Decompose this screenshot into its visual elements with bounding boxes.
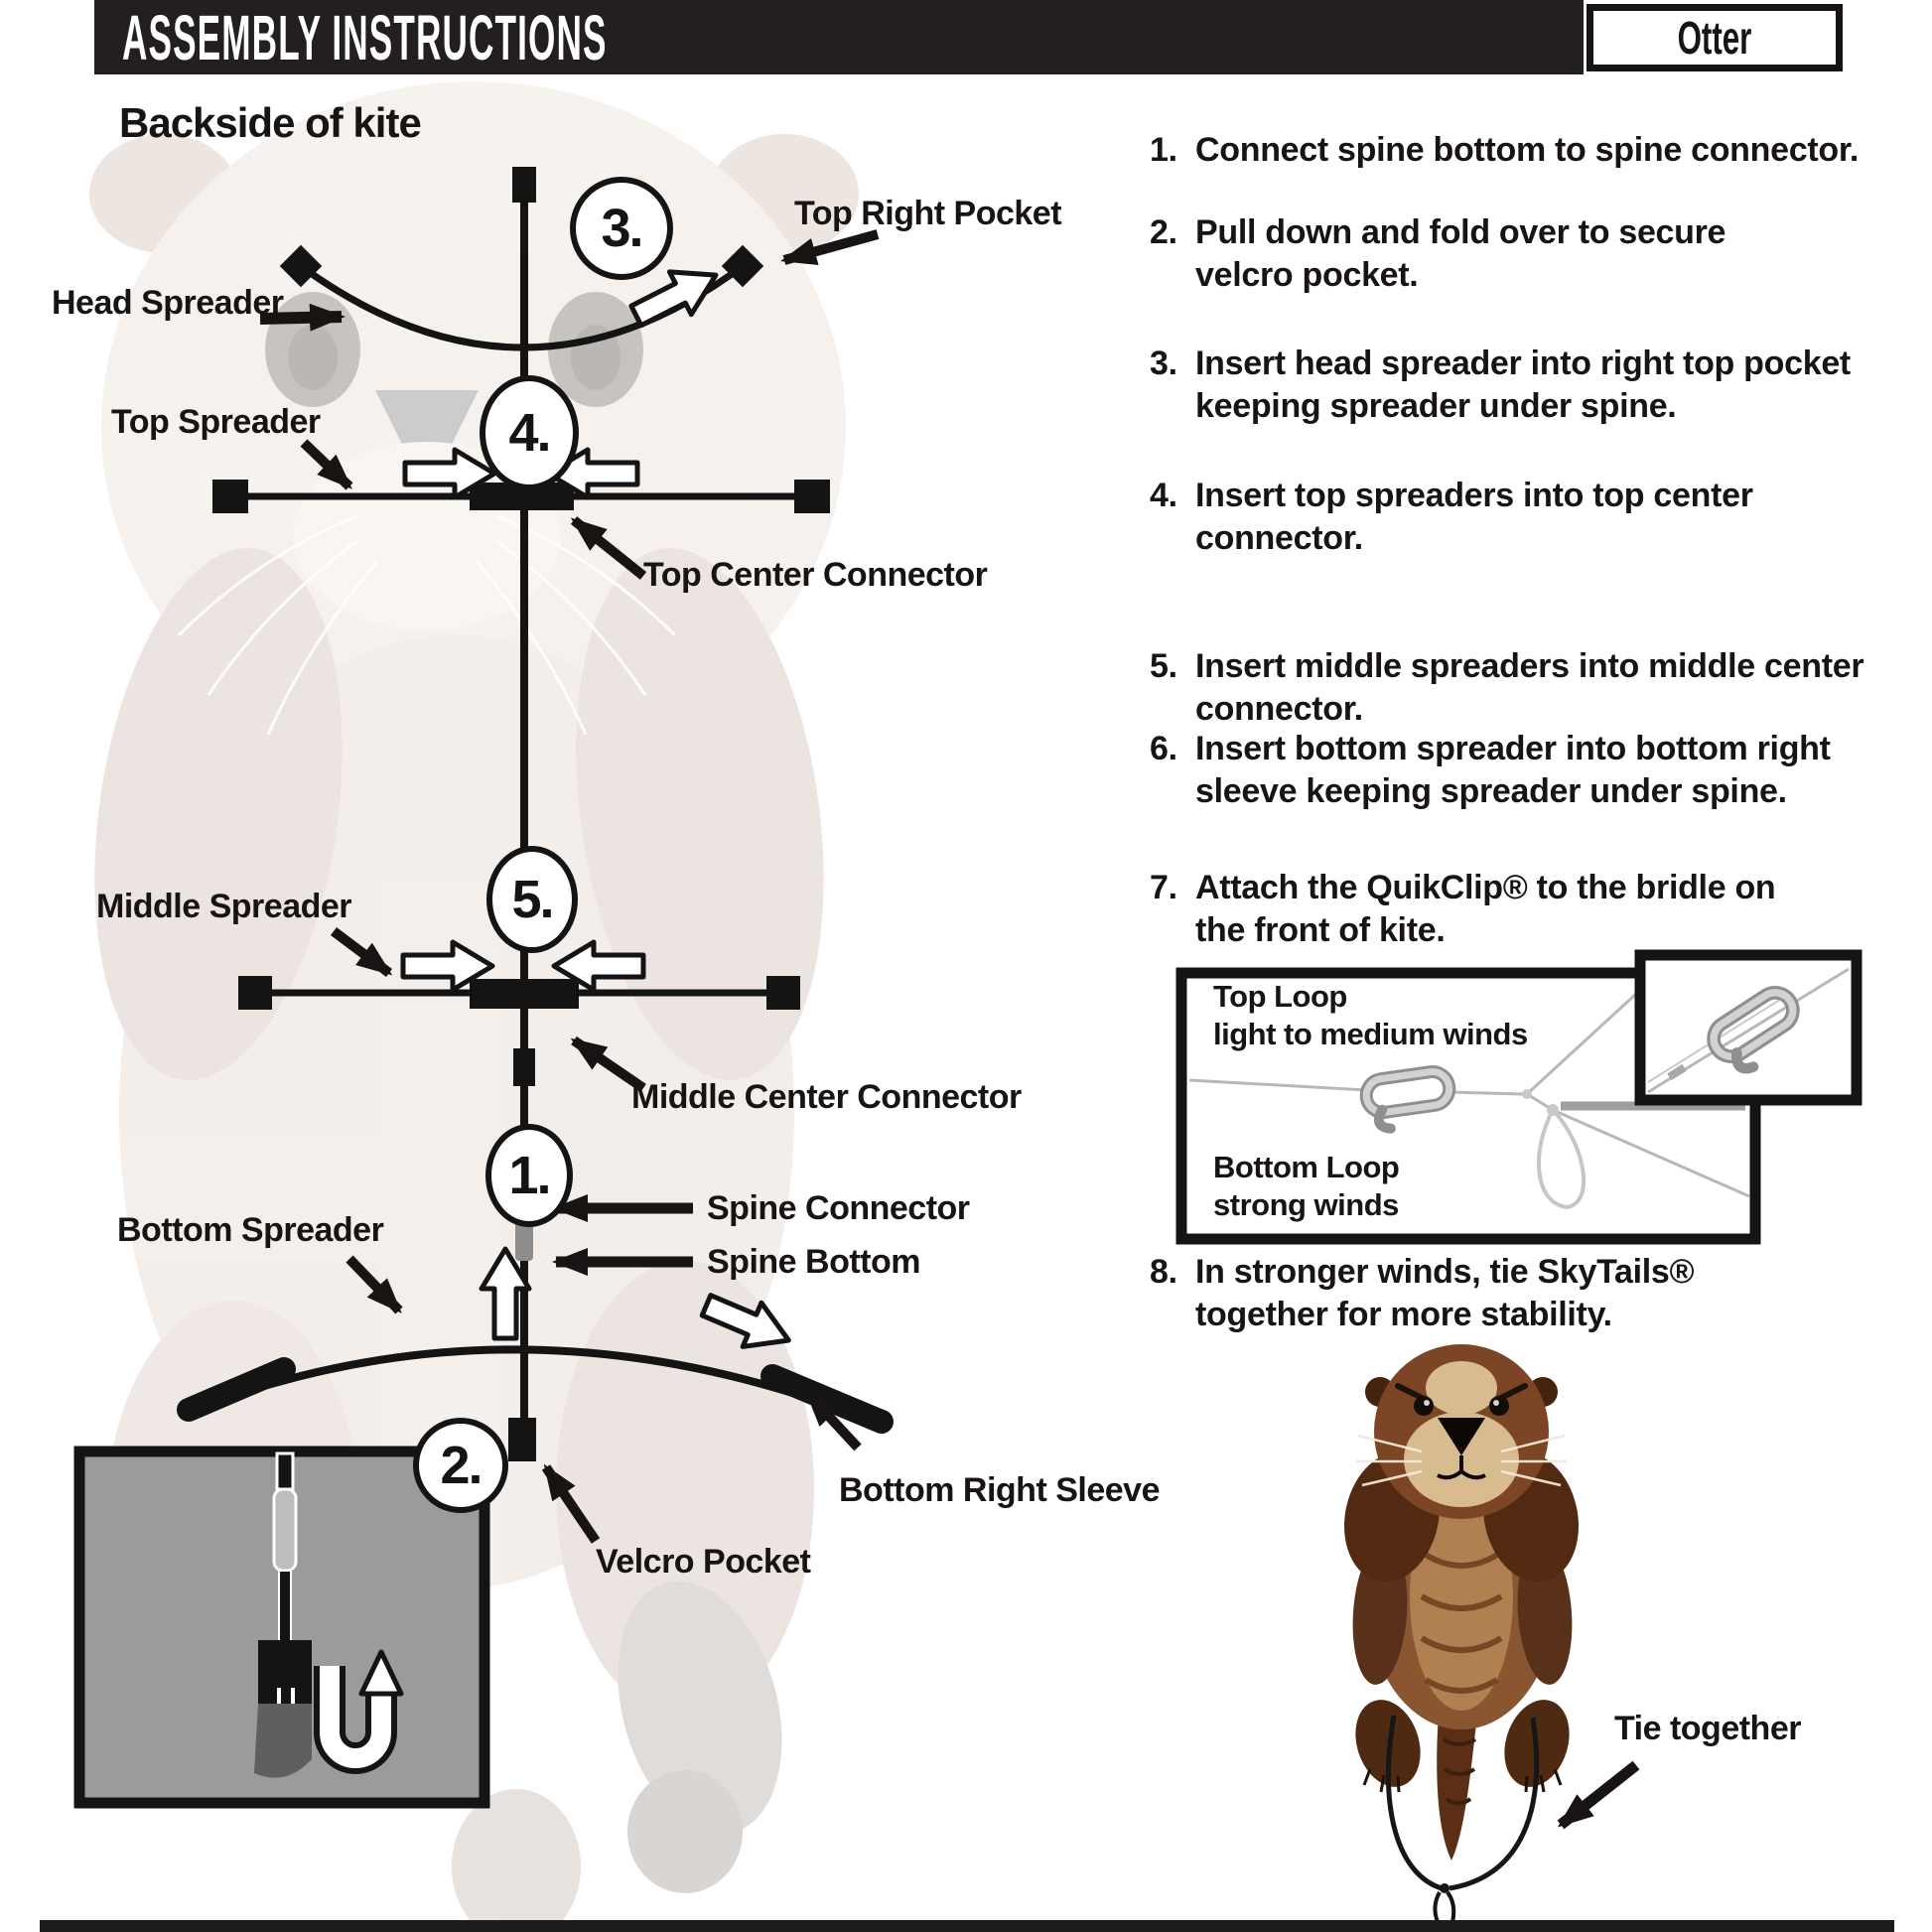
instruction-item-2: 2. Pull down and fold over to secure velcro pocket. — [1150, 213, 1726, 294]
label-middle-center-connector: Middle Center Connector — [631, 1078, 1022, 1116]
step-marker-4: 4. — [480, 375, 579, 490]
arrow-tie-together-icon — [1561, 1765, 1636, 1825]
label-velcro-pocket: Velcro Pocket — [596, 1543, 811, 1581]
label-head-spreader: Head Spreader — [52, 284, 284, 322]
label-top-center-connector: Top Center Connector — [643, 556, 988, 594]
instruction-item-5: 5. Insert middle spreaders into middle center connector. — [1150, 647, 1864, 728]
label-top-loop-sub: light to medium winds — [1213, 1017, 1528, 1051]
inset-flap — [254, 1704, 312, 1778]
instruction-item-8: 8. In stronger winds, tie SkyTails® together for more stability. — [1150, 1253, 1695, 1333]
label-bottom-loop-sub: strong winds — [1213, 1187, 1399, 1222]
inset-pocket — [258, 1640, 312, 1706]
velcro-inset-box — [79, 1451, 484, 1803]
instruction-item-1: 1. Connect spine bottom to spine connector. — [1150, 131, 1860, 169]
step-marker-2: 2. — [413, 1418, 508, 1513]
label-bottom-spreader: Bottom Spreader — [117, 1211, 384, 1249]
label-spine-bottom: Spine Bottom — [707, 1243, 920, 1281]
diagram-heading: Backside of kite — [119, 99, 421, 146]
label-tie-together: Tie together — [1614, 1710, 1801, 1747]
footer-bar — [40, 1920, 1894, 1932]
label-bottom-loop: Bottom Loop — [1213, 1150, 1400, 1184]
inset-spine-tip — [277, 1453, 293, 1489]
title-banner — [94, 0, 1584, 74]
velcro-pocket-rect — [508, 1418, 536, 1461]
instruction-item-6: 6. Insert bottom spreader into bottom right sleeve keeping spreader under spine. — [1150, 730, 1831, 810]
instruction-item-3: 3. Insert head spreader into right top pocket keeping spreader under spine. — [1150, 345, 1851, 425]
page-title: ASSEMBLY INSTRUCTIONS — [122, 1, 608, 73]
label-top-loop: Top Loop — [1213, 979, 1347, 1014]
label-bottom-right-sleeve: Bottom Right Sleeve — [839, 1471, 1160, 1509]
step-marker-5: 5. — [486, 846, 578, 953]
model-name-box — [1587, 4, 1843, 71]
middle-center-connector — [470, 979, 579, 1009]
label-top-spreader: Top Spreader — [111, 403, 321, 441]
inset-connector-rod — [274, 1489, 296, 1571]
instruction-item-7: 7. Attach the QuikClip® to the bridle on the front of kite. — [1150, 869, 1776, 949]
step-marker-3: 3. — [570, 177, 673, 280]
step-marker-1: 1. — [485, 1124, 573, 1227]
otter-kite-image — [1332, 1344, 1589, 1922]
label-middle-spreader: Middle Spreader — [96, 888, 352, 925]
label-spine-connector: Spine Connector — [707, 1189, 970, 1227]
spine-top-cap — [512, 167, 536, 203]
model-name: Otter — [1677, 12, 1752, 64]
instruction-item-4: 4. Insert top spreaders into top center connector. — [1150, 477, 1753, 557]
label-top-right-pocket: Top Right Pocket — [794, 195, 1062, 232]
